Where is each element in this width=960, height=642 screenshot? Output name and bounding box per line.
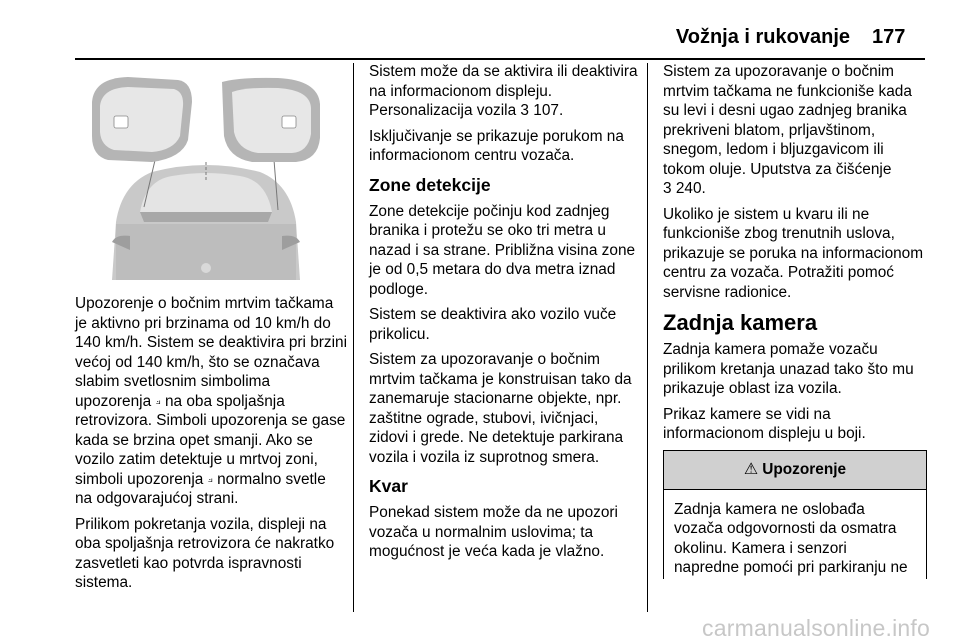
column-3: [663, 62, 927, 579]
column-1: [75, 62, 347, 599]
paragraph-covered-bumper: Sistem za upozoravanje o bočnim mrtvim tačkama ne funkcioniše kada su levi i desni ugao zadnjeg branika prekriveni blatom, prljavštinom, snegom, ledom i bljuzgavicom ili tokom oluje. Uputstva za čišćenje 3 240.: [663, 63, 912, 197]
paragraph-speed-range: Upozorenje o bočnim mrtvim tačkama je aktivno pri brzinama od 10 km/h do 140 km/h. Sistem se deaktivira pri brzini većoj od 140 km/h, što se označava slabim svetlosnim simbolima upozorenja ⟓ na oba spoljašnja retrovizora. Simboli upozorenja se gase kada se brzina opet smanji. Ako se vozilo zatim detektuje u mrtvoj zoni, simboli upozorenja ⟓ normalno svetle na odgovarajućoj strani.: [75, 295, 348, 507]
paragraph-stationary-objects: Sistem za upozoravanje o bočnim mrtvim tačkama je konstruisan tako da zanemaruje stacionarne objekte, npr. zaštitne ograde, stubovi, ivičnjaci, zidovi i grede. Ne detektuje parkirana vozila i vozila iz suprotnog smera.: [369, 351, 632, 466]
column-divider-2: [647, 63, 648, 612]
blind-spot-symbol-icon: ⟓: [207, 472, 213, 485]
page-ref-arrow-icon: 3: [520, 102, 529, 119]
heading-detection-zones: Zone detekcije: [369, 174, 491, 195]
warning-header: [664, 451, 926, 490]
heading-rear-camera: Zadnja kamera: [663, 310, 818, 335]
paragraph-activation: Sistem može da se aktivira ili deaktivira na informacionom displeju. Personalizacija vozila 3 107.: [369, 63, 638, 119]
paragraph-fault-message: Ukoliko je sistem u kvaru ili ne funkcioniše zbog trenutnih uslova, prikazuje se poruka na informacionom centru za vozača. Potražiti pomoć servisne radionice.: [663, 205, 924, 301]
mirror-car-illustration: [82, 72, 330, 280]
paragraph-deactivation-message: Isključivanje se prikazuje porukom na informacionom centru vozača.: [369, 127, 624, 164]
paragraph-zones: Zone detekcije počinju kod zadnjeg branika i protežu se oko tri metra u nazad i sa strane. Približna visina zone je od 0,5 metara do dva metra iznad podloge.: [369, 202, 636, 298]
column-divider-1: [353, 63, 354, 612]
header-rule: [75, 58, 925, 60]
page-ref-arrow-icon: 3: [663, 180, 672, 197]
paragraph-camera-intro: Zadnja kamera pomaže vozaču prilikom kretanja unazad tako što mu prikazuje oblast iza vozila.: [663, 341, 914, 397]
column-2: [369, 62, 641, 568]
warning-title: Upozorenje: [762, 460, 847, 478]
paragraph-fault: Ponekad sistem može da ne upozori vozača u normalnim uslovima; ta mogućnost je veća kada je vlažno.: [369, 504, 618, 560]
page-header: [0, 0, 960, 60]
figure-mirrors-car: [82, 72, 330, 280]
paragraph-startup-check: Prilikom pokretanja vozila, displeji na oba spoljašnja retrovizora će nakratko zasvetleti kao potvrda ispravnosti sistema.: [75, 515, 335, 591]
page-number: 177: [872, 26, 906, 48]
warning-box: [663, 450, 927, 579]
warning-triangle-icon: ⚠: [743, 460, 759, 478]
watermark: carmanualsonline.info: [702, 615, 930, 641]
warning-body: Zadnja kamera ne oslobađa vozača odgovornosti da osmatra okolinu. Kamera i senzori napredne pomoći pri parkiranju ne: [674, 500, 908, 576]
heading-fault: Kvar: [369, 476, 408, 496]
paragraph-trailer: Sistem se deaktivira ako vozilo vuče prikolicu.: [369, 306, 617, 343]
blind-spot-symbol-icon: ⟓: [155, 394, 161, 407]
section-title: Vožnja i rukovanje: [675, 26, 850, 48]
paragraph-camera-display: Prikaz kamere se vidi na informacionom displeju u boji.: [663, 405, 866, 442]
